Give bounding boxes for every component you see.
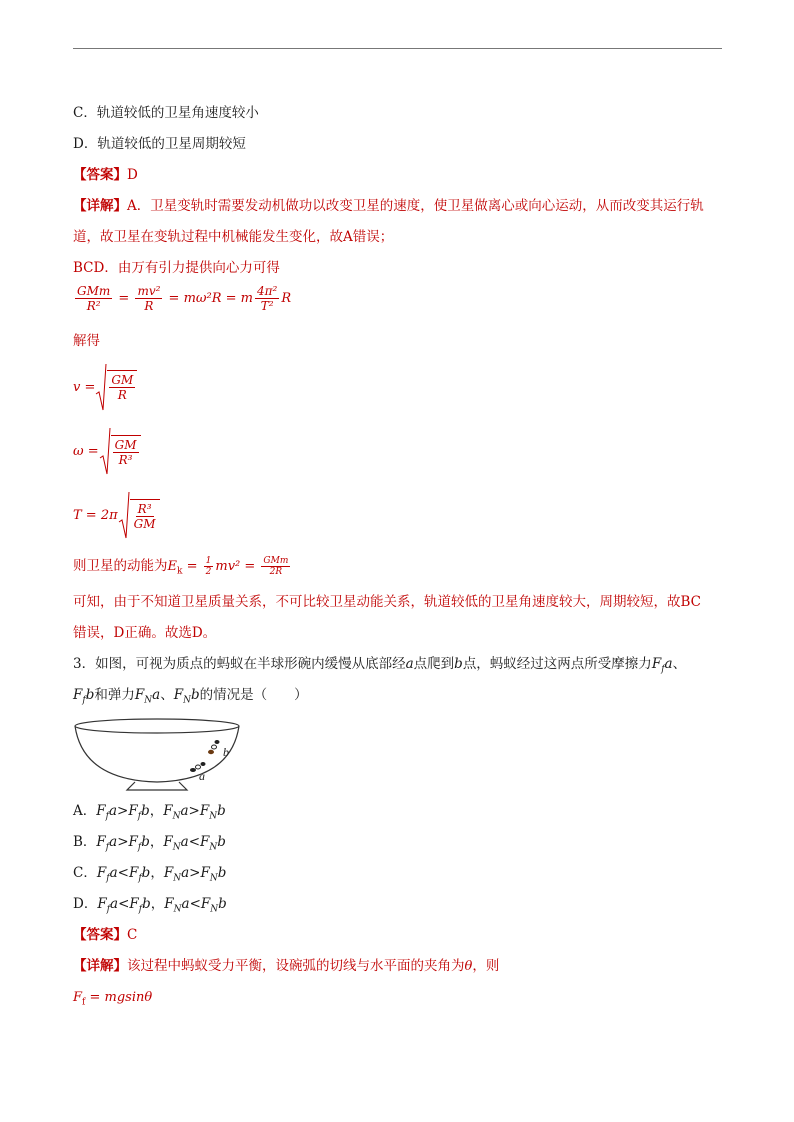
ff-subscript: f: [82, 997, 86, 1008]
option-part-l3: F: [164, 896, 174, 912]
option-part-v1: a: [108, 803, 118, 819]
point-a: a: [405, 656, 414, 672]
ek-middle: mv² =: [215, 559, 260, 574]
numerator: GMm: [263, 556, 289, 566]
option-part-s1: f: [105, 842, 110, 853]
bowl-rim: [75, 719, 239, 733]
option-part-v2: b: [141, 803, 150, 819]
option-d-orbit: D．轨道较低的卫星周期较短: [73, 136, 246, 152]
friction-equation: [73, 989, 152, 1012]
conclusion-line-a: 可知，由于不知道卫星质量关系，不可比较卫星动能关系，轨道较低的卫星角速度较大，周期较短，故BC: [73, 594, 701, 610]
detail-tag: 【详解】: [73, 198, 127, 214]
frac-4pi2-t2: [255, 284, 279, 313]
option-part-v4: b: [217, 834, 226, 850]
option-part-l4: F: [199, 803, 210, 819]
force-point: a: [152, 687, 161, 703]
option-part-v3: a: [180, 834, 189, 850]
numerator: GM: [114, 438, 137, 452]
option-part-v4: b: [217, 865, 227, 881]
bowl-figure: [73, 716, 253, 792]
option-part-op2: <: [189, 896, 201, 912]
option-d: [73, 895, 227, 919]
option-part-v3: a: [180, 803, 189, 819]
answer-1: [73, 166, 138, 184]
kinetic-energy-line: [73, 556, 292, 581]
option-part-op2: >: [189, 865, 201, 881]
option-part-label: C．: [73, 865, 97, 881]
ek-symbol: E: [167, 559, 177, 574]
force-subscript: f: [82, 695, 86, 706]
option-part-s4: N: [209, 873, 218, 884]
option-part-op1: >: [117, 803, 129, 819]
equation-period: [73, 490, 160, 540]
ff-symbol: F: [73, 990, 83, 1005]
numerator: GM: [111, 373, 134, 387]
ek-formula: [167, 556, 293, 577]
option-part-v2: b: [141, 834, 150, 850]
option-part-sep: ，: [150, 896, 165, 912]
numerator: GMm: [77, 284, 111, 298]
option-part-s4: N: [210, 904, 219, 915]
question-3-line-b: [73, 686, 308, 710]
force-point: b: [85, 687, 95, 703]
detail-1-line-b: 道，故卫星在变轨过程中机械能发生变化，故A错误；: [73, 229, 394, 245]
ant-at-b-icon: [208, 740, 220, 754]
equals: =: [182, 559, 202, 574]
option-part-s1: f: [105, 811, 109, 822]
force-subscript: f: [661, 664, 665, 675]
q3-text-3: 点，蚂蚁经过这两点所受摩擦力: [462, 656, 652, 672]
option-part-s2: f: [137, 811, 142, 822]
option-c: [73, 864, 226, 888]
force-point: a: [664, 656, 673, 672]
option-part-v1: a: [109, 834, 118, 850]
option-part-v1: a: [109, 865, 118, 881]
denominator: 2: [205, 567, 212, 577]
option-part-label: A．: [73, 803, 97, 819]
detail-1-line-a: [73, 197, 704, 215]
sqrt-icon: [99, 426, 111, 476]
option-part-l2: F: [128, 865, 139, 881]
denominator: R: [144, 299, 154, 313]
option-part-s4: N: [209, 811, 218, 822]
force-subscript: N: [183, 695, 191, 706]
force-subscript: N: [144, 695, 153, 706]
option-part-l4: F: [200, 865, 210, 881]
conclusion-line-b: 错误，D正确。故选D。: [73, 625, 217, 641]
bowl-foot: [127, 782, 187, 790]
option-part-l4: F: [200, 896, 211, 912]
option-part-label: B．: [73, 834, 97, 850]
frac-r3-gm: [132, 502, 158, 531]
denominator: T²: [260, 299, 274, 313]
option-part-l1: F: [97, 896, 107, 912]
q3-text-1: 3．如图，可视为质点的蚂蚁在半球形碗内缓慢从底部经: [73, 656, 406, 672]
detail-text: A．卫星变轨时需要发动机做功以改变卫星的速度，使卫星做离心或向心运动，从而改变其运行轨: [127, 198, 704, 214]
detail-tag: 【详解】: [73, 958, 127, 974]
option-part-sep: ，: [150, 865, 164, 881]
option-part-op1: <: [117, 865, 129, 881]
option-part-s3: N: [172, 842, 181, 853]
answer-tag: 【答案】: [73, 927, 127, 943]
frac-mv2-r: [135, 284, 162, 313]
option-a: [73, 802, 226, 826]
force-symbol: F: [173, 687, 184, 703]
separator: 、: [160, 687, 174, 703]
force-symbol: F: [73, 687, 83, 703]
option-part-op2: >: [188, 803, 200, 819]
frac-gm-r: [109, 373, 135, 402]
bowl-body: [75, 726, 239, 782]
q3-text-2: 点爬到: [413, 656, 455, 672]
option-part-s1: f: [106, 904, 111, 915]
equals: =: [114, 291, 134, 306]
force-symbol: F: [134, 687, 145, 703]
numerator: R³: [137, 502, 152, 516]
solve-label: 解得: [73, 333, 100, 349]
option-part-l1: F: [96, 803, 106, 819]
option-part-s3: N: [173, 873, 182, 884]
middle-terms: = mω²R = m: [164, 291, 253, 306]
ek-prefix: 则卫星的动能为: [73, 558, 168, 574]
force-symbol: F: [651, 656, 662, 672]
equation-gravitation: [73, 284, 291, 313]
denominator: R²: [86, 299, 101, 313]
force-point: b: [190, 687, 200, 703]
option-part-v2: b: [142, 896, 151, 912]
denominator: R³: [118, 453, 133, 467]
option-part-l2: F: [128, 803, 138, 819]
label-b: b: [223, 745, 229, 759]
option-part-l2: F: [129, 896, 139, 912]
detail-end: ，则: [472, 958, 500, 974]
question-3-line-a: [73, 655, 686, 679]
lhs: v =: [73, 379, 96, 395]
option-part-l3: F: [163, 834, 173, 850]
option-part-v3: a: [181, 896, 190, 912]
answer-value: C: [127, 927, 138, 943]
option-part-v1: a: [110, 896, 119, 912]
option-part-v4: b: [218, 896, 227, 912]
frac-gmm-2r: [261, 556, 290, 577]
frac-gm-r3: [113, 438, 139, 467]
bcd-intro: BCD．由万有引力提供向心力可得: [73, 260, 280, 276]
end-term: R: [281, 291, 292, 306]
option-part-s3: N: [173, 904, 182, 915]
point-b: b: [454, 656, 463, 672]
label-a: a: [199, 769, 205, 783]
denominator: 2R: [269, 567, 283, 577]
lhs: ω =: [73, 443, 99, 459]
option-part-sep: ，: [149, 834, 164, 850]
option-part-l1: F: [96, 865, 107, 881]
frac-gmm-r2: [75, 284, 112, 313]
numerator: 4π²: [256, 284, 278, 298]
option-part-l4: F: [200, 834, 210, 850]
equation-velocity: [73, 362, 137, 412]
option-part-l1: F: [96, 834, 106, 850]
option-part-op1: <: [118, 896, 130, 912]
option-part-v3: a: [181, 865, 190, 881]
frac-half: [204, 556, 214, 577]
option-part-l3: F: [163, 803, 173, 819]
option-part-s3: N: [172, 811, 181, 822]
denominator: R: [117, 388, 127, 402]
theta-symbol: θ: [464, 959, 473, 974]
option-b: [73, 833, 226, 857]
answer-tag: 【答案】: [73, 167, 127, 183]
ek-subscript: k: [177, 566, 183, 577]
option-part-sep: ，: [149, 803, 164, 819]
separator: 、: [672, 656, 687, 672]
sqrt-icon: [118, 490, 130, 540]
answer-value: D: [127, 167, 138, 183]
option-part-label: D．: [73, 896, 98, 912]
lhs: T = 2π: [73, 507, 118, 523]
option-part-s2: f: [137, 842, 142, 853]
numerator: 1: [205, 556, 212, 566]
option-part-l3: F: [163, 865, 174, 881]
option-c-orbit: C．轨道较低的卫星角速度较小: [73, 105, 259, 121]
option-part-s2: f: [138, 873, 142, 884]
answer-2: [73, 926, 137, 944]
q3-text-4: 和弹力: [94, 687, 135, 703]
option-part-s2: f: [138, 904, 143, 915]
numerator: mv²: [137, 284, 161, 298]
option-part-v4: b: [217, 803, 226, 819]
header-rule: [73, 48, 722, 49]
sqrt-icon: [95, 362, 107, 412]
denominator: GM: [133, 517, 156, 531]
detail-text: 该过程中蚂蚁受力平衡，设碗弧的切线与水平面的夹角为: [127, 958, 465, 974]
detail-2: [73, 957, 499, 976]
option-part-s1: f: [106, 873, 110, 884]
q3-text-5: 的情况是（ ）: [199, 687, 308, 703]
option-part-op1: >: [117, 834, 129, 850]
option-part-s4: N: [209, 842, 218, 853]
option-part-l2: F: [128, 834, 138, 850]
option-part-op2: <: [188, 834, 201, 850]
option-part-v2: b: [141, 865, 151, 881]
ff-rhs: = mgsinθ: [85, 990, 153, 1005]
equation-omega: [73, 426, 141, 476]
